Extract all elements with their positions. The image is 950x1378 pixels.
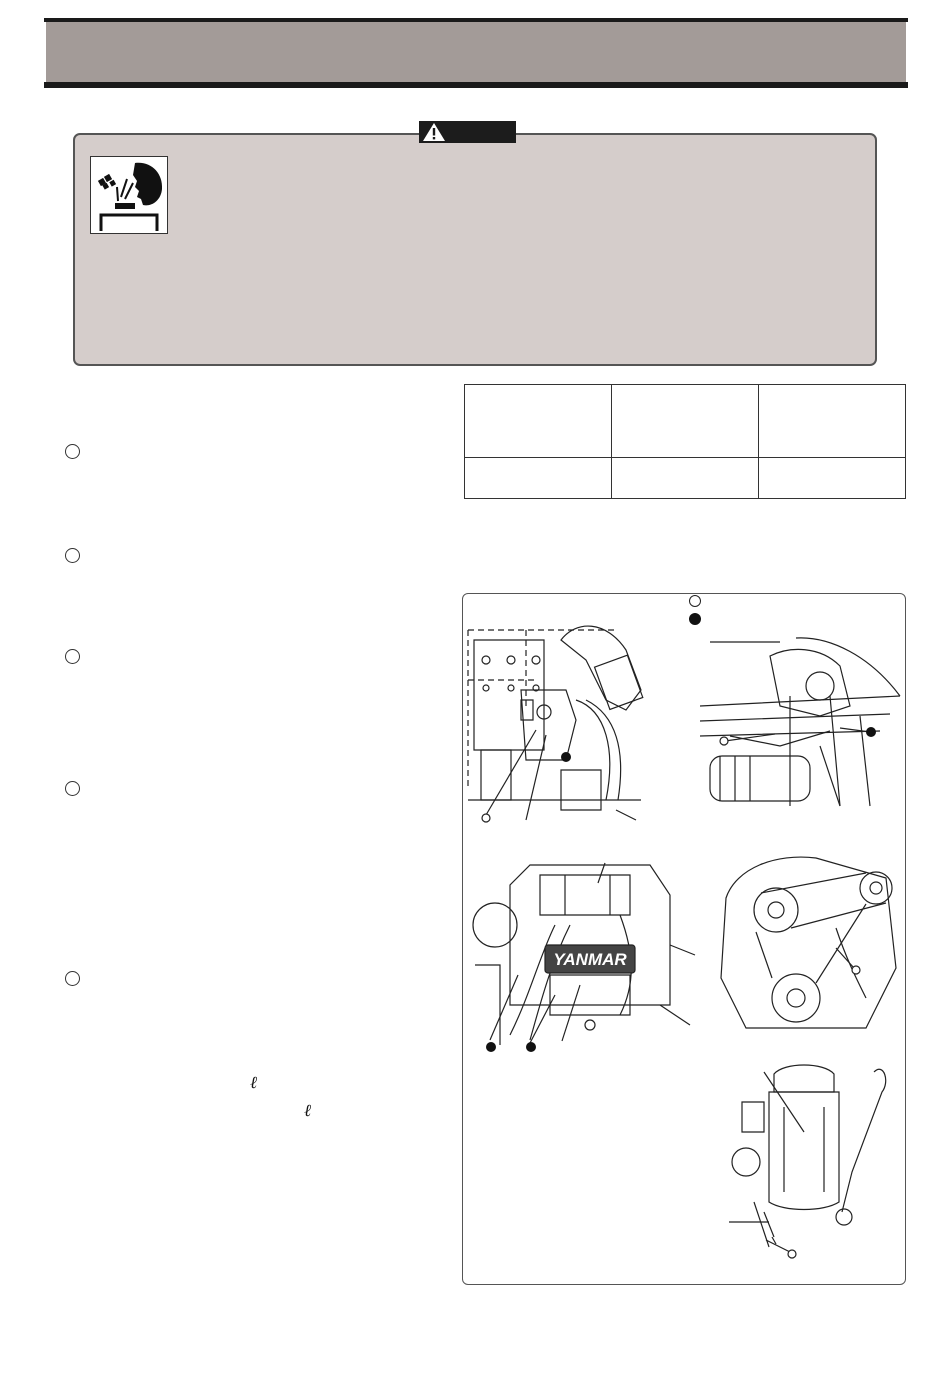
engine-front-yanmar-figure xyxy=(470,855,700,1055)
hot-liquid-spray-pictogram-icon xyxy=(90,156,168,234)
table-cell xyxy=(612,458,759,499)
warning-triangle-icon xyxy=(422,122,446,142)
drain-point-filled-marker xyxy=(486,1042,496,1052)
spec-table xyxy=(464,384,906,499)
engine-belt-pulley-figure xyxy=(716,848,902,1034)
drain-point-filled-marker xyxy=(526,1042,536,1052)
step-marker-4 xyxy=(65,781,80,796)
table-cell xyxy=(759,458,906,499)
fuel-filter-drain-figure xyxy=(724,1062,894,1262)
warning-box xyxy=(73,133,877,366)
header-bottom-rule xyxy=(44,82,908,88)
table-header-cell xyxy=(759,385,906,458)
liter-symbol: ℓ xyxy=(304,1101,312,1121)
step-marker-3 xyxy=(65,649,80,664)
liter-symbol: ℓ xyxy=(250,1073,258,1093)
step-marker-1 xyxy=(65,444,80,459)
table-row xyxy=(465,385,906,458)
table-cell xyxy=(465,458,612,499)
engine-side-drain-figure xyxy=(466,620,666,830)
table-row xyxy=(465,458,906,499)
header-band xyxy=(46,22,906,82)
step-marker-2 xyxy=(65,548,80,563)
table-header-cell xyxy=(465,385,612,458)
legend-filled-circle xyxy=(689,613,701,625)
table-header-cell xyxy=(612,385,759,458)
warning-tag xyxy=(419,121,516,143)
step-marker-5 xyxy=(65,971,80,986)
drain-point-filled-marker xyxy=(866,727,876,737)
drain-point-filled-marker xyxy=(561,752,571,762)
yanmar-logo-text: YANMAR xyxy=(553,950,627,969)
engine-rear-drain-figure xyxy=(700,636,906,816)
legend-open-circle xyxy=(689,595,701,607)
